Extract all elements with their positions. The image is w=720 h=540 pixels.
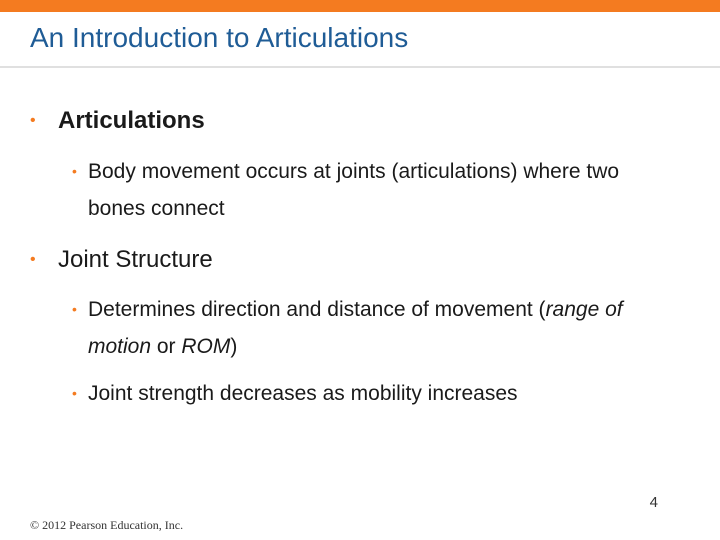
bullet-joint-structure bbox=[30, 243, 213, 277]
bullet-marker: • bbox=[72, 301, 77, 317]
title-divider bbox=[0, 66, 720, 68]
page-number: 4 bbox=[649, 494, 658, 511]
bullet-marker: • bbox=[30, 251, 36, 268]
bullet-articulations bbox=[30, 104, 205, 138]
italic-term-range-of-motion: range of motion bbox=[88, 298, 623, 358]
text-run: ) bbox=[230, 335, 238, 358]
bullet-text: Articulations bbox=[58, 107, 205, 134]
text-run: Determines direction and distance of movement ( bbox=[88, 298, 546, 321]
sub-bullet-text bbox=[88, 291, 672, 365]
sub-bullet-determines-direction bbox=[72, 291, 672, 365]
bullet-marker: • bbox=[72, 385, 77, 401]
sub-bullet-joint-strength bbox=[72, 375, 672, 412]
sub-bullet-text: Body movement occurs at joints (articulations) where two bones connect bbox=[88, 160, 620, 220]
top-accent-bar bbox=[0, 0, 720, 12]
copyright-notice: © 2012 Pearson Education, Inc. bbox=[30, 518, 184, 532]
sub-bullet-text: Joint strength decreases as mobility increases bbox=[88, 382, 518, 405]
text-run: or bbox=[151, 335, 182, 358]
sub-bullet-body-movement bbox=[72, 153, 672, 227]
bullet-text: Joint Structure bbox=[58, 246, 213, 273]
italic-term-rom: ROM bbox=[181, 335, 231, 358]
bullet-marker: • bbox=[30, 112, 36, 129]
slide-title: An Introduction to Articulations bbox=[30, 22, 409, 53]
bullet-marker: • bbox=[72, 163, 77, 179]
